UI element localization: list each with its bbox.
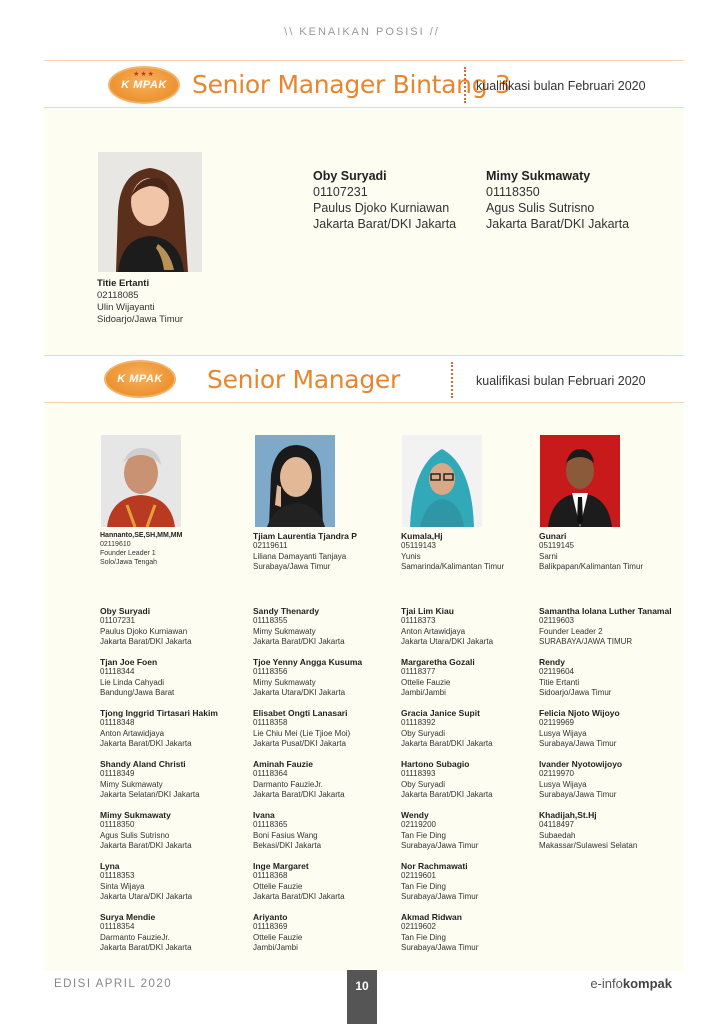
- person-name: Oby Suryadi: [100, 606, 151, 616]
- person-city: Jakarta Utara/DKI Jakarta: [253, 687, 346, 697]
- list-item: [539, 657, 611, 698]
- person-city: Jambi/Jambi: [401, 687, 446, 697]
- person-city: SURABAYA/JAWA TIMUR: [539, 636, 633, 646]
- person-upline: Agus Sulis Sutrisno: [100, 830, 170, 840]
- person-id: 02119200: [401, 820, 436, 830]
- person-name: Elisabet Ongti Lanasari: [253, 708, 348, 718]
- person-id: 01118353: [100, 871, 135, 881]
- person-name: Tjiam Laurentia Tjandra P: [253, 531, 357, 541]
- person-id: 01118392: [401, 718, 436, 728]
- list-item: [100, 912, 192, 953]
- person-upline: Liliana Damayanti Tanjaya: [253, 551, 347, 561]
- person-id: 01107231: [100, 616, 135, 626]
- person-name: Ivander Nyotowijoyo: [539, 759, 623, 769]
- person-upline: Ulin Wijayanti: [97, 302, 155, 313]
- person-id: 02119604: [539, 667, 574, 677]
- person-upline: Lie Linda Cahyadi: [100, 677, 165, 687]
- person-id: 01118364: [253, 769, 288, 779]
- person-name: Oby Suryadi: [313, 169, 387, 183]
- featured-person-hannanto: [100, 531, 182, 567]
- person-name: Gracia Janice Supit: [401, 708, 480, 718]
- list-item: [401, 708, 493, 749]
- person-city: Makassar/Sulawesi Selatan: [539, 840, 638, 850]
- person-city: Jakarta Barat/DKI Jakarta: [100, 840, 192, 850]
- header-separator: [464, 67, 466, 103]
- list-item: [401, 912, 478, 953]
- qualification-label-sm: kualifikasi bulan Februari 2020: [476, 374, 646, 388]
- person-city: Jakarta Selatan/DKI Jakarta: [100, 789, 200, 799]
- logo-text: K MPAK: [121, 79, 167, 91]
- person-id: 01118358: [253, 718, 288, 728]
- person-city: Jakarta Barat/DKI Jakarta: [100, 942, 192, 952]
- list-item: [539, 810, 637, 851]
- list-item: [539, 759, 622, 800]
- person-id: 01118350: [100, 820, 135, 830]
- featured-person-kumala: [401, 531, 504, 572]
- person-city: Jakarta Barat/DKI Jakarta: [401, 789, 493, 799]
- list-item: [253, 912, 302, 953]
- person-upline: Darmanto FauzieJr.: [100, 932, 170, 942]
- person-name: Ivana: [253, 810, 275, 820]
- list-item: [100, 606, 192, 647]
- person-city: Balikpapan/Kalimantan Timur: [539, 561, 644, 571]
- person-city: Jakarta Utara/DKI Jakarta: [100, 891, 193, 901]
- list-item: [253, 861, 345, 902]
- page-number: 10: [347, 970, 377, 1024]
- person-upline: Ottelie Fauzie: [253, 881, 303, 891]
- list-item: [401, 657, 475, 698]
- person-name: Hannanto,SE,SH,MM,MM: [100, 532, 183, 539]
- person-name: Aminah Fauzie: [253, 759, 313, 769]
- person-id: 02119602: [401, 922, 436, 932]
- person-upline: Tan Fie Ding: [401, 881, 446, 891]
- person-upline: Founder Leader 2: [539, 626, 603, 636]
- panel-sm3: [44, 108, 684, 354]
- person-upline: Subaedah: [539, 830, 576, 840]
- person-id: 01118368: [253, 871, 288, 881]
- person-name: Felicia Njoto Wijoyo: [539, 708, 620, 718]
- person-id: 02119970: [539, 769, 574, 779]
- kompak-logo: [108, 66, 180, 104]
- list-item: [401, 759, 493, 800]
- person-upline: Boni Fasius Wang: [253, 830, 318, 840]
- person-id: 02119601: [401, 871, 436, 881]
- person-city: Surabaya/Jawa Timur: [539, 738, 617, 748]
- person-name: Sandy Thenardy: [253, 606, 320, 616]
- person-name: Wendy: [401, 810, 429, 820]
- person-upline: Lie Chiu Mei (Lie Tjioe Moi): [253, 728, 351, 738]
- person-id: 02119611: [253, 541, 288, 551]
- list-item: [401, 810, 478, 851]
- person-name: Tjan Joe Foen: [100, 657, 158, 667]
- person-upline: Oby Suryadi: [401, 728, 446, 738]
- person-name: Rendy: [539, 657, 565, 667]
- person-city: Surabaya/Jawa Timur: [401, 891, 479, 901]
- person-city: Jakarta Barat/DKI Jakarta: [100, 636, 192, 646]
- person-city: Jakarta Barat/DKI Jakarta: [100, 738, 192, 748]
- photo-kumala: [402, 435, 482, 527]
- person-id: 01118355: [253, 616, 288, 626]
- person-upline: Yunis: [401, 551, 421, 561]
- list-item: [100, 657, 174, 698]
- person-city: Jakarta Barat/DKI Jakarta: [253, 789, 345, 799]
- section-label: \\ KENAIKAN POSISI //: [284, 26, 440, 38]
- list-item: [100, 708, 218, 749]
- photo-titie-ertanti: [98, 152, 202, 272]
- person-id: 05119145: [539, 541, 574, 551]
- list-item: [100, 810, 192, 851]
- person-city: Samarinda/Kalimantan Timur: [401, 561, 505, 571]
- section-title-sm: Senior Manager: [207, 365, 400, 394]
- person-city: Jakarta Pusat/DKI Jakarta: [253, 738, 346, 748]
- person-id: 04118497: [539, 820, 574, 830]
- person-city: Solo/Jawa Tengah: [100, 559, 158, 566]
- person-upline: Lusya Wijaya: [539, 779, 587, 789]
- person-upline: Agus Sulis Sutrisno: [486, 201, 595, 215]
- person-city: Bandung/Jawa Barat: [100, 687, 175, 697]
- person-upline: Oby Suryadi: [401, 779, 446, 789]
- person-id: 02119969: [539, 718, 574, 728]
- list-item: [253, 657, 362, 698]
- person-city: Jambi/Jambi: [253, 942, 298, 952]
- person-id: 01118356: [253, 667, 288, 677]
- person-city: Jakarta Barat/DKI Jakarta: [486, 217, 630, 231]
- person-id: 01118369: [253, 922, 288, 932]
- person-name: Akmad Ridwan: [401, 912, 462, 922]
- person-name: Hartono Subagio: [401, 759, 470, 769]
- person-upline: Mimy Sukmawaty: [253, 626, 316, 636]
- list-item: [401, 861, 478, 902]
- person-name: Titie Ertanti: [97, 278, 150, 289]
- qualification-label-sm3: kualifikasi bulan Februari 2020: [476, 79, 646, 93]
- list-item: [253, 606, 345, 647]
- person-id: 01118350: [486, 185, 540, 199]
- person-upline: Darmanto FauzieJr.: [253, 779, 323, 789]
- header-separator: [451, 362, 453, 398]
- edition-label: EDISI APRIL 2020: [54, 978, 173, 990]
- person-mimy-sukmawaty-sm3: [486, 168, 629, 232]
- person-city: Surabaya/Jawa Timur: [253, 561, 331, 571]
- header-bar-sm: [44, 355, 684, 403]
- person-city: Sidoarjo/Jawa Timur: [539, 687, 612, 697]
- photo-gunari: [540, 435, 620, 527]
- person-id: 02118085: [97, 290, 139, 301]
- person-city: Surabaya/Jawa Timur: [401, 942, 479, 952]
- person-id: 05119143: [401, 541, 436, 551]
- person-upline: Mimy Sukmawaty: [253, 677, 316, 687]
- list-item: [253, 759, 345, 800]
- person-upline: Mimy Sukmawaty: [100, 779, 163, 789]
- list-item: [253, 810, 321, 851]
- person-oby-suryadi-sm3: [313, 168, 456, 232]
- featured-person-tjiam: [253, 531, 357, 572]
- header-bar-sm3: [44, 60, 684, 108]
- person-upline: Ottelie Fauzie: [401, 677, 451, 687]
- brand-prefix: e-info: [590, 976, 623, 991]
- person-upline: Sinta Wijaya: [100, 881, 145, 891]
- person-upline: Paulus Djoko Kurniawan: [100, 626, 188, 636]
- person-id: 01118349: [100, 769, 135, 779]
- list-item: [539, 708, 620, 749]
- person-id: 01118393: [401, 769, 436, 779]
- person-upline: Founder Leader 1: [100, 550, 156, 557]
- panel-sm: [44, 403, 684, 971]
- kompak-logo: [104, 360, 176, 398]
- featured-person-titie-ertanti: [97, 278, 183, 326]
- person-name: Gunari: [539, 531, 567, 541]
- person-name: Tjoe Yenny Angga Kusuma: [253, 657, 363, 667]
- person-city: Sidoarjo/Jawa Timur: [97, 314, 184, 325]
- person-upline: Sarni: [539, 551, 558, 561]
- person-id: 01118377: [401, 667, 436, 677]
- person-id: 01118365: [253, 820, 288, 830]
- list-item: [253, 708, 350, 749]
- person-id: 01107231: [313, 185, 368, 199]
- person-name: Shandy Aland Christi: [100, 759, 186, 769]
- person-name: Mimy Sukmawaty: [100, 810, 171, 820]
- list-item: [401, 606, 493, 647]
- brand-bold: kompak: [622, 976, 672, 991]
- person-name: Samantha Iolana Luther Tanamal: [539, 606, 672, 616]
- person-id: 01118373: [401, 616, 436, 626]
- person-id: 01118354: [100, 922, 135, 932]
- person-id: 02119610: [100, 541, 131, 548]
- person-upline: Anton Artawidjaya: [100, 728, 165, 738]
- person-city: Surabaya/Jawa Timur: [401, 840, 479, 850]
- person-city: Jakarta Barat/DKI Jakarta: [313, 217, 457, 231]
- photo-tjiam-laurentia: [255, 435, 335, 527]
- person-name: Kumala,Hj: [401, 531, 443, 541]
- person-upline: Anton Artawidjaya: [401, 626, 466, 636]
- person-city: Surabaya/Jawa Timur: [539, 789, 617, 799]
- person-upline: Lusya Wijaya: [539, 728, 587, 738]
- logo-stars: ★★★: [133, 71, 155, 78]
- list-item: [100, 861, 192, 902]
- person-name: Mimy Sukmawaty: [486, 169, 591, 183]
- person-name: Margaretha Gozali: [401, 657, 475, 667]
- person-upline: Tan Fie Ding: [401, 830, 446, 840]
- brand-wordmark: [590, 976, 672, 991]
- person-city: Jakarta Barat/DKI Jakarta: [401, 738, 493, 748]
- logo-text: K MPAK: [117, 373, 163, 385]
- section-title-sm3: Senior Manager Bintang 3: [192, 70, 511, 99]
- person-id: 02119603: [539, 616, 574, 626]
- list-item: [539, 606, 672, 647]
- person-upline: Tan Fie Ding: [401, 932, 446, 942]
- person-name: Lyna: [100, 861, 120, 871]
- person-city: Jakarta Barat/DKI Jakarta: [253, 636, 345, 646]
- featured-person-gunari: [539, 531, 643, 572]
- person-upline: Paulus Djoko Kurniawan: [313, 201, 450, 215]
- person-name: Nor Rachmawati: [401, 861, 468, 871]
- list-item: [100, 759, 200, 800]
- person-name: Ariyanto: [253, 912, 288, 922]
- person-city: Jakarta Utara/DKI Jakarta: [401, 636, 494, 646]
- person-id: 01118344: [100, 667, 135, 677]
- person-name: Surya Mendie: [100, 912, 156, 922]
- person-upline: Titie Ertanti: [539, 677, 580, 687]
- person-name: Tjai Lim Kiau: [401, 606, 454, 616]
- person-name: Khadijah,St.Hj: [539, 810, 597, 820]
- person-upline: Ottelie Fauzie: [253, 932, 303, 942]
- person-name: Tjong Inggrid Tirtasari Hakim: [100, 708, 218, 718]
- person-city: Jakarta Barat/DKI Jakarta: [253, 891, 345, 901]
- person-id: 01118348: [100, 718, 135, 728]
- person-city: Bekasi/DKI Jakarta: [253, 840, 322, 850]
- photo-hannanto: [101, 435, 181, 527]
- person-name: Inge Margaret: [253, 861, 309, 871]
